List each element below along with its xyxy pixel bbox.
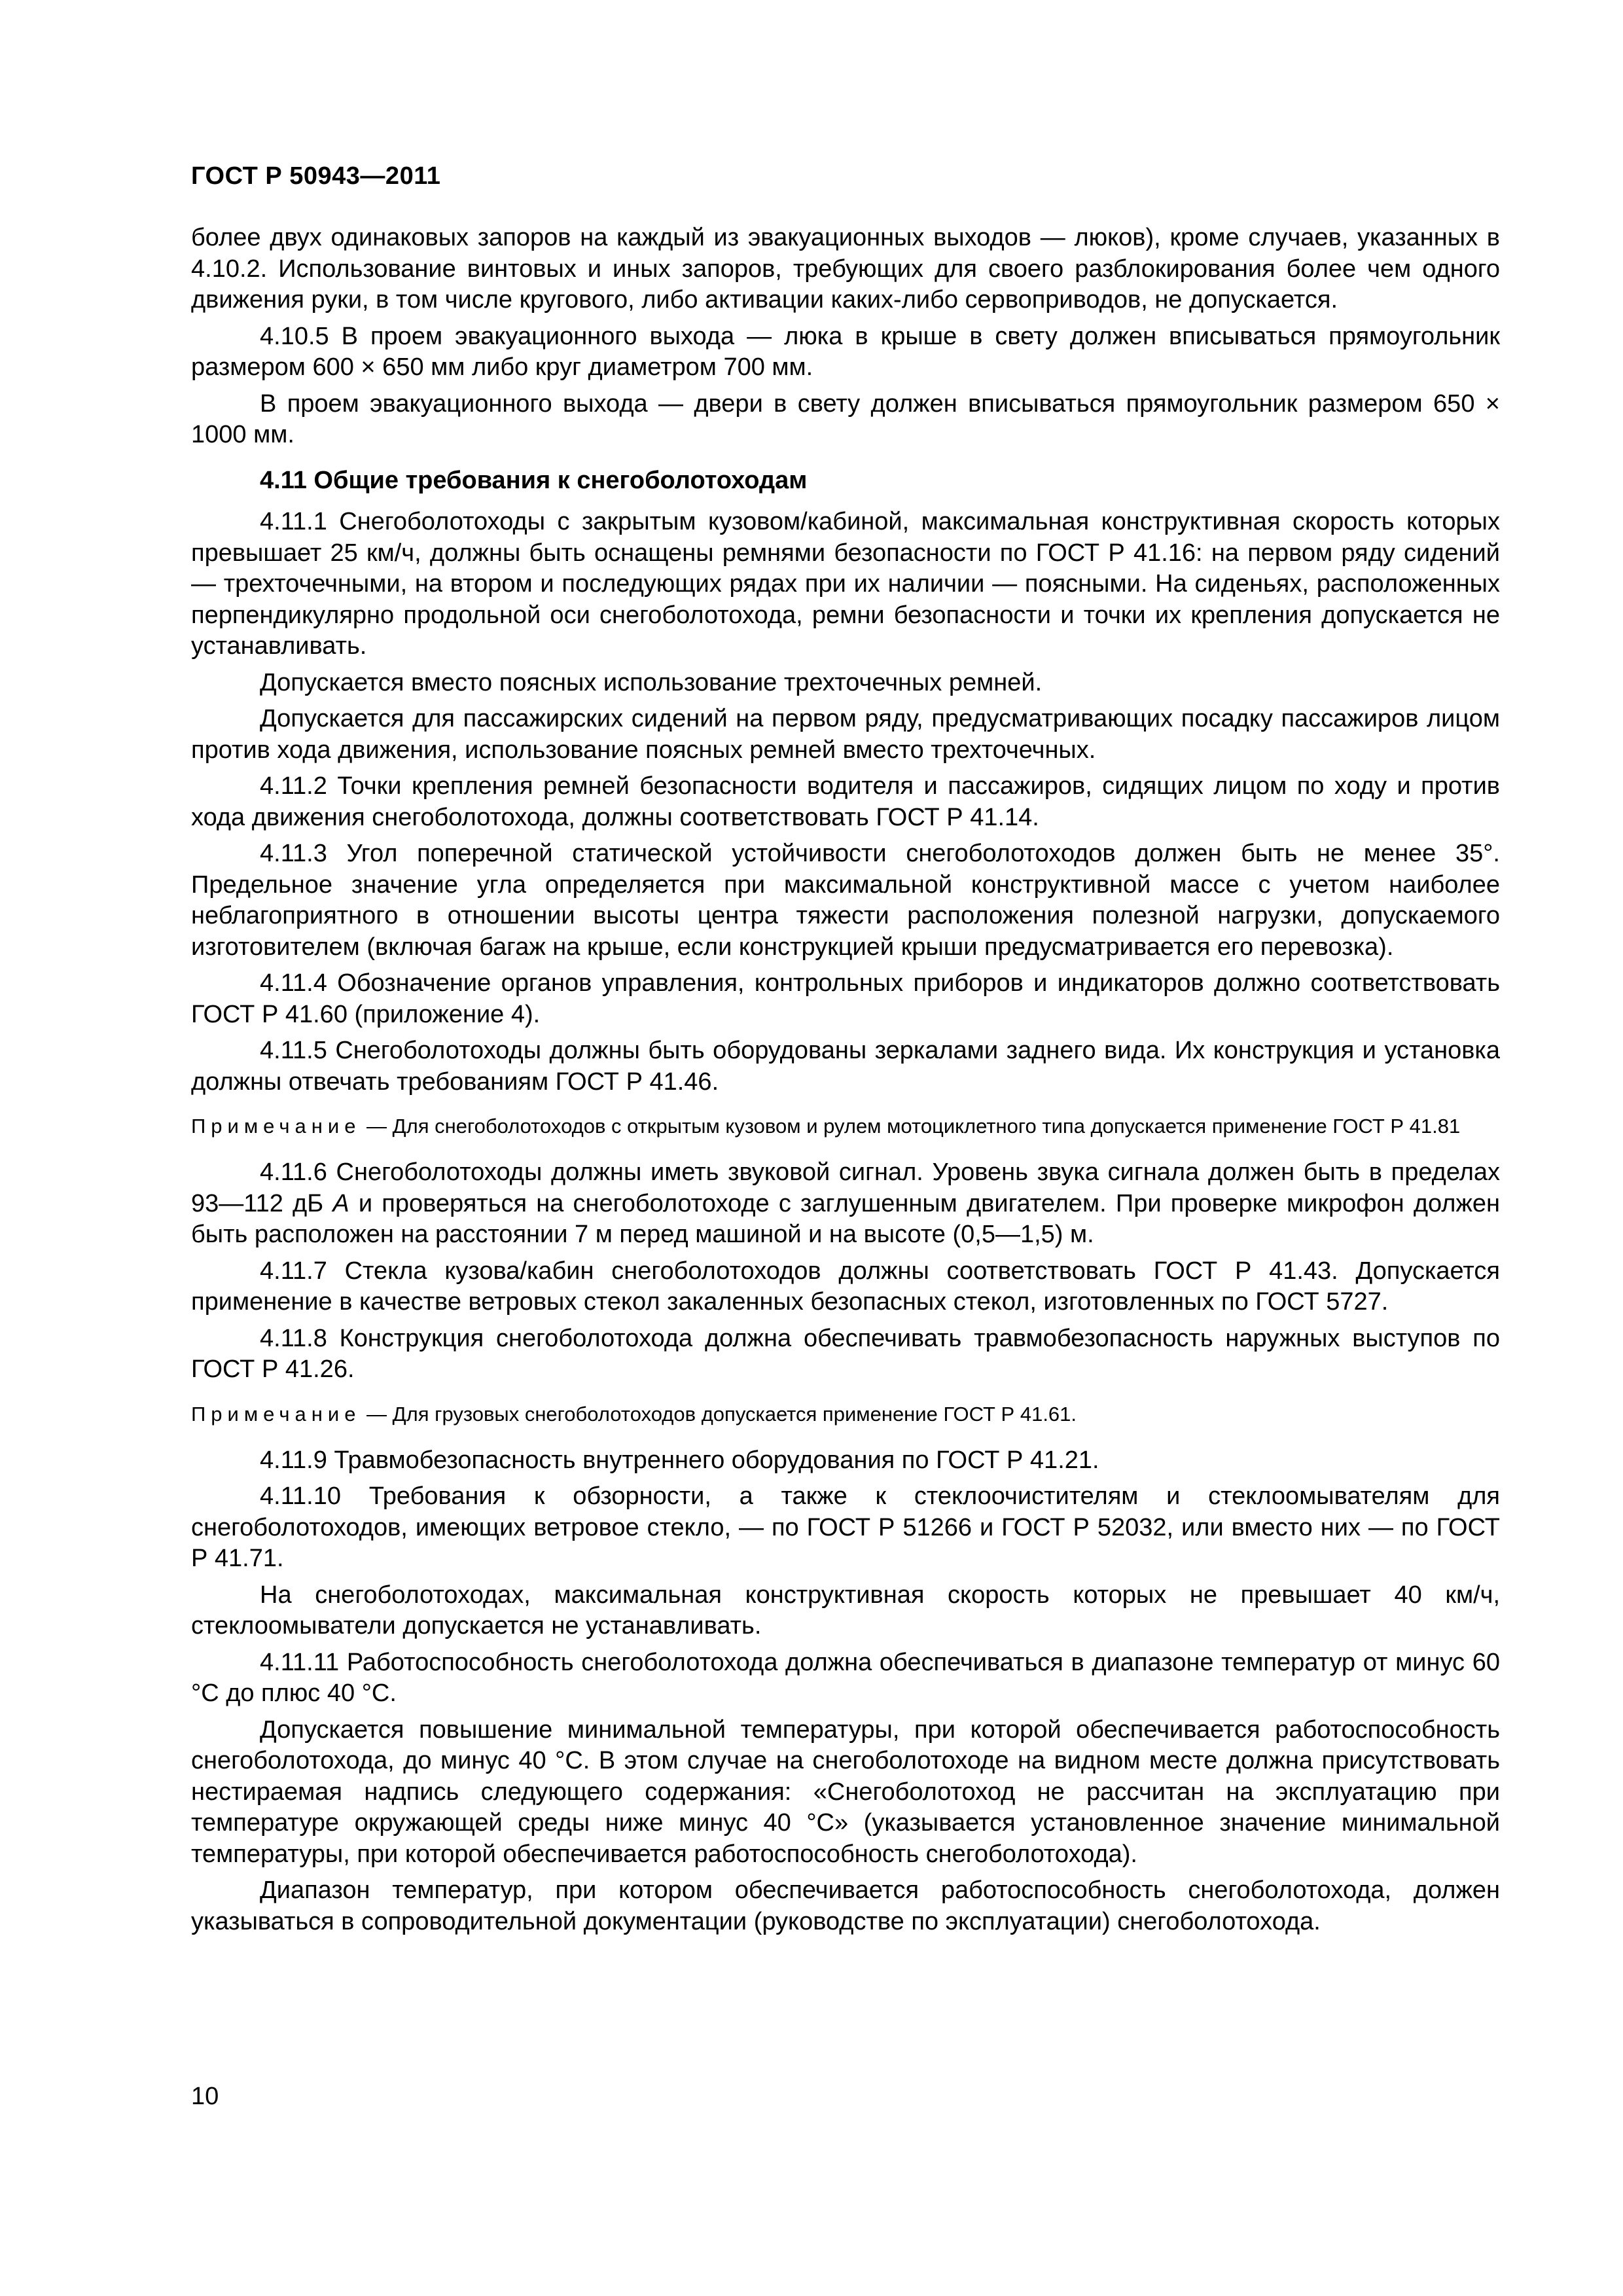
paragraph-4-11-10: 4.11.10 Требования к обзорности, а также к стеклоочистителям и стеклоомывателям для снегоболотоходов, имеющих ветровое стекло, — по ГОСТ Р 51266 и ГОСТ Р 52032, или вместо них — по ГОСТ Р 41.71. — [191, 1482, 1500, 1572]
page-number: 10 — [191, 2083, 219, 2110]
paragraph-min-temperature: Допускается повышение минимальной температуры, при которой обеспечивается работоспособность снегоболотохода, до минус 40 °С. В этом случае на снегоболотоходе на видном месте должна присутствовать нестираемая надпись следующего содержания: «Снегоболотоход не рассчитан на эксплуатацию при температуре окружающей среды ниже минус 40 °С» (указывается установленное значение минимальной температуры, при которой обеспечивается работоспособность снегоболотохода). — [191, 1715, 1500, 1868]
paragraph-4-11-8: 4.11.8 Конструкция снегоболотохода должна обеспечивать травмобезопасность наружных выступов по ГОСТ Р 41.26. — [191, 1324, 1500, 1383]
paragraph-temperature-range: Диапазон температур, при котором обеспечивается работоспособность снегоболотохода, должен указываться в сопроводительной документации (руководстве по эксплуатации) снегоболотохода. — [191, 1876, 1500, 1935]
paragraph-4-11-4: 4.11.4 Обозначение органов управления, контрольных приборов и индикаторов должно соответствовать ГОСТ Р 41.60 (приложение 4). — [191, 969, 1500, 1028]
paragraph-4-11-11: 4.11.11 Работоспособность снегоболотохода должна обеспечиваться в диапазоне температур от минус 60 °С до плюс 40 °С. — [191, 1648, 1500, 1707]
paragraph-4-11-9: 4.11.9 Травмобезопасность внутреннего оборудования по ГОСТ Р 41.21. — [260, 1446, 1099, 1474]
paragraph-4-10-5: 4.10.5 В проем эвакуационного выхода — люка в крыше в свету должен вписываться прямоугольник размером 600 × 650 мм либо круг диаметром 700 мм. — [191, 322, 1500, 381]
note-cargo-vehicles — [191, 1400, 1500, 1428]
paragraph-4-11-6-part2: и проверяться на снегоболотоходе с заглушенным двигателем. При проверке микрофон должен быть расположен на расстоянии 7 м перед машиной и на высоте (0,5—1,5) м. — [191, 1189, 1500, 1248]
note-label: Примечание — [191, 1402, 361, 1426]
document-body — [191, 223, 1500, 1943]
paragraph-4-11-5: 4.11.5 Снегоболотоходы должны быть оборудованы зеркалами заднего вида. Их конструкция и установка должны отвечать требованиям ГОСТ Р 41.46. — [191, 1037, 1500, 1096]
note-text: — Для грузовых снегоболотоходов допускается применение ГОСТ Р 41.61. — [361, 1402, 1077, 1426]
paragraph-continuation: более двух одинаковых запоров на каждый из эвакуационных выходов — люков), кроме случаев, указанных в 4.10.2. Использование винтовых и иных запоров, требующих для своего разблокирования более чем одного движения руки, в том числе кругового, либо активации каких-либо сервоприводов, не допускается. — [191, 224, 1500, 314]
paragraph-washers: На снегоболотоходах, максимальная конструктивная скорость которых не превышает 40 км/ч, стеклоомыватели допускается не устанавливать. — [191, 1581, 1500, 1640]
paragraph-door-opening: В проем эвакуационного выхода — двери в свету должен вписываться прямоугольник размером 650 × 1000 мм. — [191, 389, 1500, 448]
paragraph-4-11-1: 4.11.1 Снегоболотоходы с закрытым кузовом/кабиной, максимальная конструктивная скорость которых превышает 25 км/ч, должны быть оснащены ремнями безопасности по ГОСТ Р 41.16: на первом ряду сидений — трехточечными, на втором и последующих рядах при их наличии — поясными. На сиденьях, расположенных перпендикулярно продольной оси снегоболотохода, ремни безопасности и точки их крепления допускается не устанавливать. — [191, 508, 1500, 660]
paragraph-three-point-belts: Допускается вместо поясных использование трехточечных ремней. — [260, 668, 1043, 696]
standard-code: ГОСТ Р 50943—2011 — [191, 162, 441, 190]
note-label: Примечание — [191, 1115, 361, 1138]
paragraph-4-11-6 — [191, 1157, 1500, 1251]
paragraph-4-11-2: 4.11.2 Точки крепления ремней безопасности водителя и пассажиров, сидящих лицом по ходу и против хода движения снегоболотохода, должны соответствовать ГОСТ Р 41.14. — [191, 772, 1500, 831]
paragraph-4-11-7: 4.11.7 Стекла кузова/кабин снегоболотоходов должны соответствовать ГОСТ Р 41.43. Допускается применение в качестве ветровых стекол закаленных безопасных стекол, изготовленных по ГОСТ 5727. — [191, 1257, 1500, 1316]
document-header — [191, 162, 440, 190]
paragraph-4-11-3: 4.11.3 Угол поперечной статической устойчивости снегоболотоходов должен быть не менее 35°. Предельное значение угла определяется при максимальной конструктивной массе с учетом наиболее неблагоприятного в отношении высоты центра тяжести расположения полезной нагрузки, допускаемого изготовителем (включая багаж на крыше, если конструкцией крыши предусматривается его перевозка). — [191, 840, 1500, 961]
note-text: — Для снегоболотоходов с открытым кузовом и рулем мотоциклетного типа допускается применение ГОСТ Р 41.81 — [361, 1115, 1461, 1138]
weighting-a: А — [332, 1189, 349, 1217]
paragraph-passenger-seats: Допускается для пассажирских сидений на первом ряду, предусматривающих посадку пассажиров лицом против хода движения, использование поясных ремней вместо трехточечных. — [191, 705, 1500, 764]
note-motorcycle-steering — [191, 1112, 1500, 1140]
paragraph-4-11-6-part1: 4.11.6 Снегоболотоходы должны иметь звуковой сигнал. Уровень звука сигнала должен быть в пределах 93—112 дБ — [191, 1158, 1500, 1217]
section-heading-4-11: 4.11 Общие требования к снегоболотоходам — [260, 466, 808, 494]
